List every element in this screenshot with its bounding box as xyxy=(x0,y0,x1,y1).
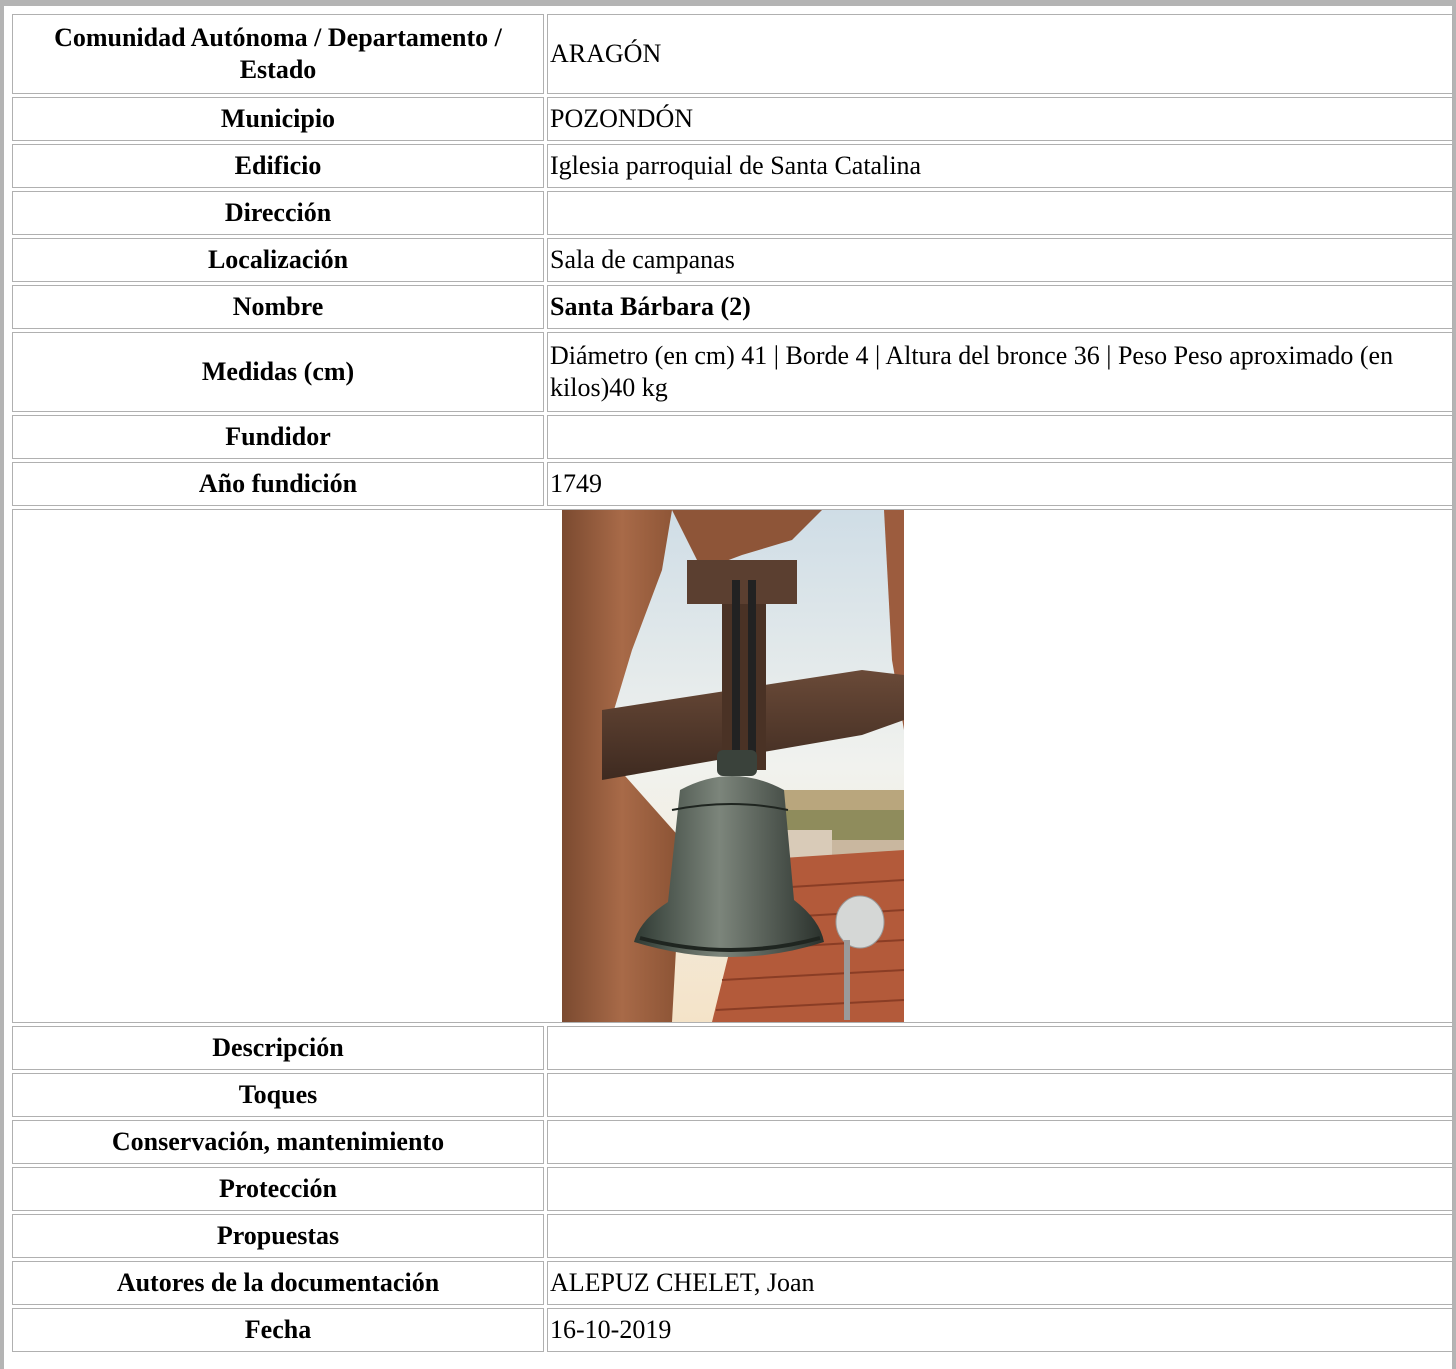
row-proteccion xyxy=(12,1167,1453,1211)
value-edificio: Iglesia parroquial de Santa Catalina xyxy=(547,144,1453,188)
value-conservacion xyxy=(547,1120,1453,1164)
label-edificio: Edificio xyxy=(12,144,544,188)
row-localizacion xyxy=(12,238,1453,282)
row-autores xyxy=(12,1261,1453,1305)
row-edificio xyxy=(12,144,1453,188)
value-toques xyxy=(547,1073,1453,1117)
row-anio-fundicion xyxy=(12,462,1453,506)
row-toques xyxy=(12,1073,1453,1117)
label-descripcion: Descripción xyxy=(12,1026,544,1070)
row-conservacion xyxy=(12,1120,1453,1164)
row-nombre xyxy=(12,285,1453,329)
row-fecha xyxy=(12,1308,1453,1352)
value-propuestas xyxy=(547,1214,1453,1258)
value-comunidad: ARAGÓN xyxy=(547,14,1453,94)
row-fundidor xyxy=(12,415,1453,459)
value-direccion xyxy=(547,191,1453,235)
label-proteccion: Protección xyxy=(12,1167,544,1211)
value-proteccion xyxy=(547,1167,1453,1211)
bell-photo xyxy=(562,510,904,1022)
label-fundidor: Fundidor xyxy=(12,415,544,459)
value-municipio: POZONDÓN xyxy=(547,97,1453,141)
label-comunidad: Comunidad Autónoma / Departamento / Estado xyxy=(12,14,544,94)
row-propuestas xyxy=(12,1214,1453,1258)
label-propuestas: Propuestas xyxy=(12,1214,544,1258)
label-direccion: Dirección xyxy=(12,191,544,235)
bell-photo-image xyxy=(562,510,904,1022)
label-toques: Toques xyxy=(12,1073,544,1117)
row-photo xyxy=(12,509,1453,1023)
label-anio-fundicion: Año fundición xyxy=(12,462,544,506)
label-conservacion: Conservación, mantenimiento xyxy=(12,1120,544,1164)
row-comunidad xyxy=(12,14,1453,94)
label-fecha: Fecha xyxy=(12,1308,544,1352)
bell-record-table xyxy=(9,11,1456,1355)
row-medidas xyxy=(12,332,1453,412)
value-localizacion: Sala de campanas xyxy=(547,238,1453,282)
label-localizacion: Localización xyxy=(12,238,544,282)
bell-name: Santa Bárbara (2) xyxy=(550,292,751,321)
value-nombre xyxy=(547,285,1453,329)
value-fundidor xyxy=(547,415,1453,459)
row-municipio xyxy=(12,97,1453,141)
value-autores: ALEPUZ CHELET, Joan xyxy=(547,1261,1453,1305)
label-municipio: Municipio xyxy=(12,97,544,141)
value-medidas: Diámetro (en cm) 41 | Borde 4 | Altura del bronce 36 | Peso Peso aproximado (en kilos)40 kg xyxy=(547,332,1453,412)
photo-cell xyxy=(12,509,1453,1023)
value-fecha: 16-10-2019 xyxy=(547,1308,1453,1352)
label-nombre: Nombre xyxy=(12,285,544,329)
label-autores: Autores de la documentación xyxy=(12,1261,544,1305)
row-descripcion xyxy=(12,1026,1453,1070)
value-anio-fundicion: 1749 xyxy=(547,462,1453,506)
value-descripcion xyxy=(547,1026,1453,1070)
row-direccion xyxy=(12,191,1453,235)
label-medidas: Medidas (cm) xyxy=(12,332,544,412)
